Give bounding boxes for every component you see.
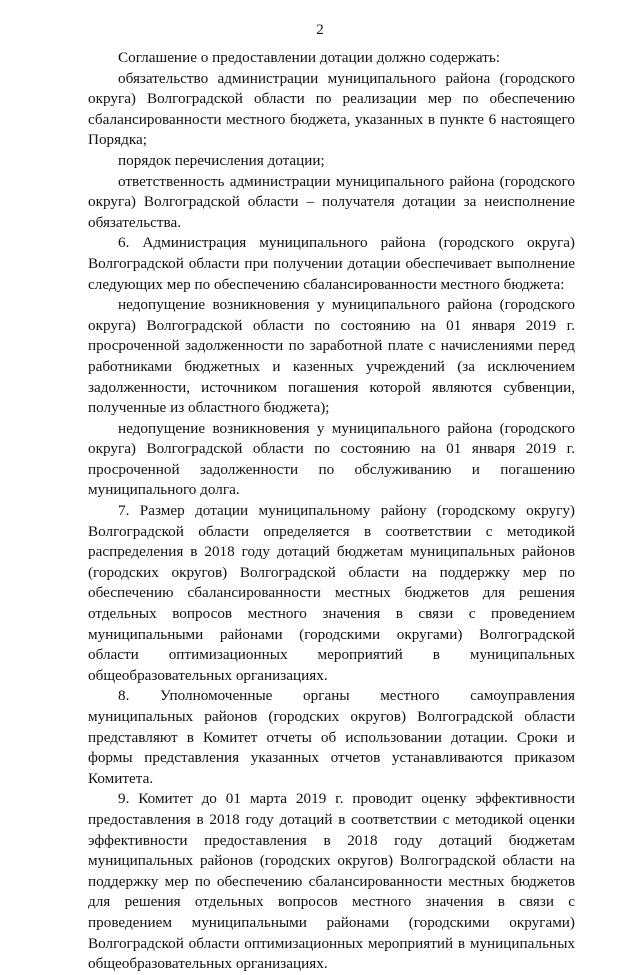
paragraph-item-8: 8. Уполномоченные органы местного самоуправления муниципальных районов (городских округов) Волгоградской области представляют в Комитет отчеты об использовании дотации. Сроки и формы представления указанных отчетов устанавливаются приказом Комитета. [88, 687, 575, 787]
document-body [88, 48, 575, 975]
paragraph-salary-arrears: недопущение возникновения у муниципального района (городского округа) Волгоградской области по состоянию на 01 января 2019 г. просроченной задолженности по заработной плате с начислениями перед работниками бюджетных и казенных учреждений (за исключением задолженности, источником погашения которой являются субвенции, полученные из областного бюджета); [88, 296, 575, 417]
paragraph-item-9: 9. Комитет до 01 марта 2019 г. проводит оценку эффективности предоставления в 2018 году дотаций в соответствии с методикой оценки эффективности предоставления в 2018 году дотаций бюджетам муниципальных районов (городских округов) Волгоградской области на поддержку мер по обеспечению сбалансированности местных бюджетов для решения отдельных вопросов местного значения в связи с проведением муниципальными районами (городскими округами) Волгоградской области оптимизационных мероприятий в муниципальных общеобразовательных организациях. [88, 790, 575, 973]
paragraph-agreement-intro: Соглашение о предоставлении дотации должно содержать: [118, 49, 501, 66]
paragraph-responsibility: ответственность администрации муниципального района (городского округа) Волгоградской области – получателя дотации за неисполнение обязательства. [88, 172, 575, 231]
paragraph-item-6: 6. Администрация муниципального района (городского округа) Волгоградской области при получении дотации обеспечивает выполнение следующих мер по обеспечению сбалансированности местного бюджета: [88, 234, 575, 293]
paragraph-transfer-order: порядок перечисления дотации; [118, 151, 325, 169]
paragraph-debt-arrears: недопущение возникновения у муниципального района (городского округа) Волгоградской области по состоянию на 01 января 2019 г. просроченной задолженности по обслуживанию и погашению муниципального долга. [88, 419, 575, 499]
page-number: 2 [316, 22, 324, 38]
paragraph-obligation: обязательство администрации муниципального района (городского округа) Волгоградской области по реализации мер по обеспечению сбалансированности местного бюджета, указанных в пункте 6 настоящего Порядка; [88, 69, 575, 149]
paragraph-item-7: 7. Размер дотации муниципальному району (городскому округу) Волгоградской области определяется в соответствии с методикой распределения в 2018 году дотаций бюджетам муниципальных районов (городских округов) Волгоградской области на поддержку мер по обеспечению сбалансированности местных бюджетов для решения отдельных вопросов местного значения в связи с проведением муниципальными районами (городскими округами) Волгоградской области оптимизационных мероприятий в муниципальных общеобразовательных организациях. [88, 502, 575, 684]
